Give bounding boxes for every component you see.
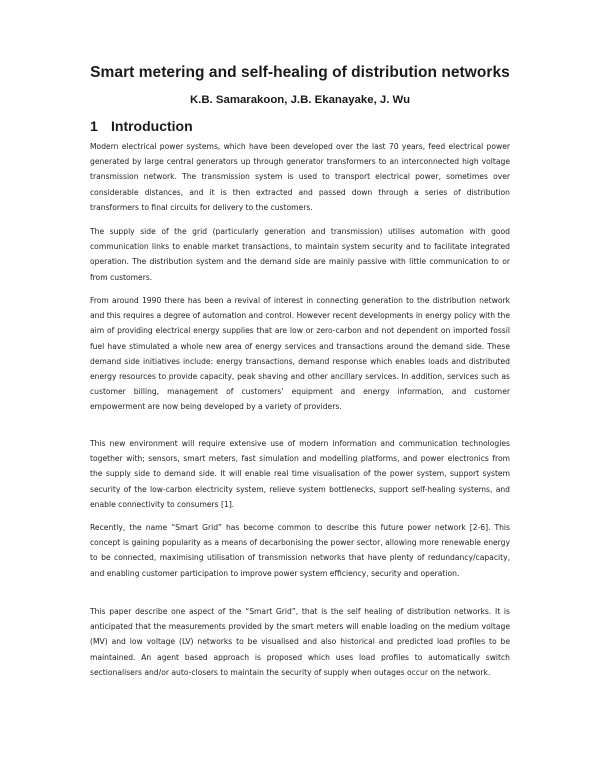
paragraph-6: This paper describe one aspect of the “Smart Grid”, that is the self healing of distribution networks. It is anticipated that the measurements provided by the smart meters will enable loading on the medium voltage (MV) and low voltage (LV) networks to be visualised and also historical and predicted load profiles to be maintained. An agent based approach is proposed which uses load profiles to automatically switch sectionalisers and/or auto-closers to maintain the security of supply when outages occur on the network. [90, 607, 510, 677]
paragraph-1: Modern electrical power systems, which have been developed over the last 70 years, feed electrical power generated by large central generators up through generator transformers to an interconnected high voltage transmission network. The transmission system is used to transport electrical power, sometimes over considerable distances, and it is then extracted and passed down through a series of distribution transformers to final circuits for delivery to the customers. [90, 142, 510, 212]
paragraph-5: Recently, the name “Smart Grid” has become common to describe this future power network [2-6]. This concept is gaining popularity as a means of decarbonising the power sector, allowing more renewable energy to be connected, maximising utilisation of transmission networks that have plenty of redundancy/capacity, and enabling customer participation to improve power system efficiency, security and operation. [90, 523, 510, 578]
paragraph-3: From around 1990 there has been a revival of interest in connecting generation to the distribution network and this requires a degree of automation and control. However recent developments in energy policy with the aim of providing electrical energy supplies that are low or zero-carbon and not dependent on imported fossil fuel have stimulated a whole new area of energy services and transactions around the demand side. These demand side initiatives include: energy transactions, demand response which enables loads and distributed energy resources to provide capacity, peak shaving and other ancillary services. In addition, services such as customer billing, management of customers’ equipment and energy information, and customer empowerment are now being developed by a variety of providers. [90, 296, 510, 412]
paragraph-4: This new environment will require extensive use of modern information and communication technologies together with; sensors, smart meters, fast simulation and modelling platforms, and power electronics from the supply side to demand side. It will enable real time visualisation of the power system, support system security of the low-carbon electricity system, relieve system bottlenecks, support self-healing systems, and enable connectivity to consumers [1]. [90, 439, 510, 509]
section-title: Introduction [111, 118, 193, 134]
section-heading [90, 118, 193, 134]
section-number: 1 [90, 118, 98, 134]
paper-title: Smart metering and self-healing of distribution networks [90, 64, 510, 81]
paragraph-2: The supply side of the grid (particularly generation and transmission) utilises automation with good communication links to enable market transactions, to maintain system security and to facilitate integrated operation. The distribution system and the demand side are mainly passive with little communication to or from customers. [90, 227, 510, 282]
paper-authors: K.B. Samarakoon, J.B. Ekanayake, J. Wu [189, 94, 411, 106]
